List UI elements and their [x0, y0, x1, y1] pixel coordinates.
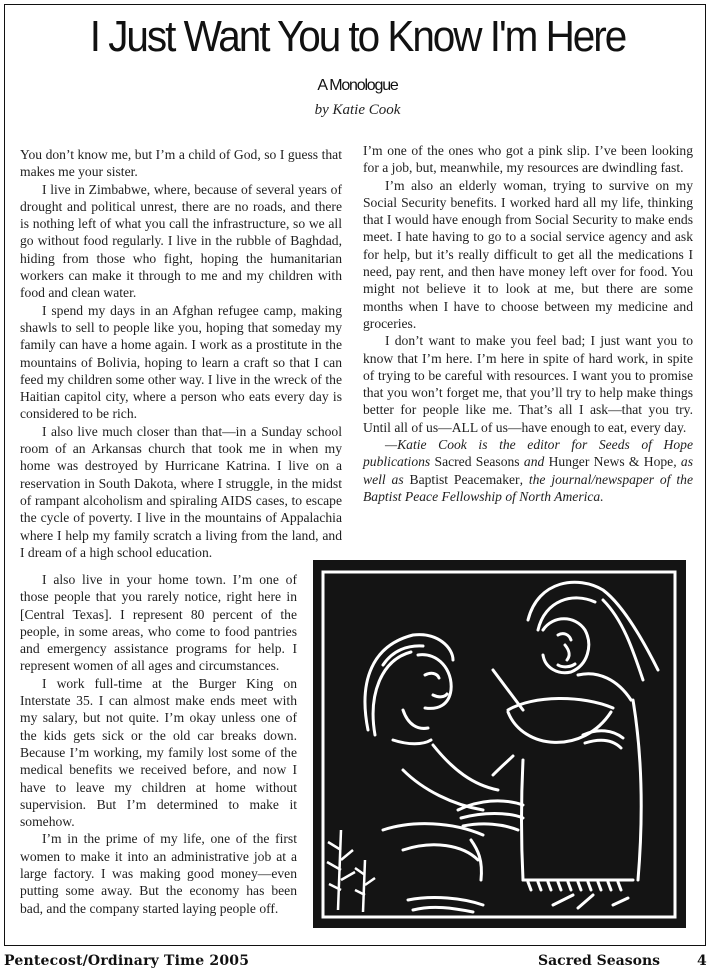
- paragraph: I also live in your home town. I’m one of those people that you rarely notice, right here in [Central Texas]. I represent 80 percent of the people, in some areas, who come to food pantries and emergency assistance programs for help. I represent women of all ages and circumstances.: [20, 572, 297, 674]
- left-column-narrow: [20, 571, 297, 917]
- paragraph: I’m in the prime of my life, one of the first women to make it into an administrative job at a large factory. I was making good money—even putting some away. But the economy has been bad, and the company started laying people off.: [20, 831, 297, 916]
- paragraph: I spend my days in an Afghan refugee camp, making shawls to sell to people like you, hoping that someday my family can have a home again. I work as a prostitute in the mountains of Bolivia, hoping to learn a craft so that I can feed my children some other way. I live in the wreck of the Haitian capitol city, where a person who eats every day is considered to be rich.: [20, 302, 342, 422]
- article-title: I Just Want You to Know I'm Here: [89, 12, 626, 61]
- footer-publication: Sacred Seasons: [538, 953, 661, 969]
- paragraph: I’m also an elderly woman, trying to survive on my Social Security benefits. I worked hard all my life, thinking that I would have enough from Social Security to make ends meet. I hate having to go to a social service agency and ask for help, but it’s really difficult to get all the medications I need, pay rent, and then have money left over for food. You might not believe it to look at me, but there are some months when I have to choose between my medicine and groceries.: [363, 177, 693, 331]
- bio-text: —Katie Cook is the editor for Seeds of Hope publications: [363, 437, 693, 470]
- article-byline: by Katie Cook: [314, 102, 401, 118]
- woodcut-illustration: [313, 560, 686, 928]
- paragraph: You don’t know me, but I’m a child of God, so I guess that makes me your sister.: [20, 147, 342, 180]
- paragraph: I’m one of the ones who got a pink slip. I’ve been looking for a job, but, meanwhile, my resources are dwindling fast.: [363, 143, 693, 176]
- author-bio: [363, 436, 693, 505]
- bio-text: , as well as: [363, 454, 693, 487]
- article-subtitle: A Monologue: [317, 77, 398, 94]
- publication-name: Baptist Peacemaker: [409, 471, 520, 487]
- bio-text: and: [519, 454, 549, 470]
- bio-text: , the journal/newspaper of the Baptist Peace Fellowship of North America.: [363, 471, 693, 504]
- paragraph: I also live much closer than that—in a Sunday school room of an Arkansas church that took me in when my home was destroyed by Hurricane Katrina. I live on a reservation in South Dakota, where I struggle, in the midst of rampant alcoholism and spiraling AIDS cases, to escape the cycle of poverty. I live in the mountains of Appalachia where I help my family scratch a living from the land, and I dream of a high school education.: [20, 423, 342, 560]
- paragraph: I live in Zimbabwe, where, because of several years of drought and political unrest, there are no roads, and there is nothing left of what you call the infrastructure, so we all go without food regularly. I live in the rubble of Baghdad, hiding from those who fight, hoping the humanitarian workers can make it through to me and my children with food and clean water.: [20, 181, 342, 301]
- left-column: [20, 146, 342, 561]
- footer-season: Pentecost/Ordinary Time 2005: [4, 953, 250, 969]
- publication-name: Sacred Seasons: [434, 454, 520, 470]
- paragraph: I work full-time at the Burger King on Interstate 35. I can almost make ends meet with my salary, but not quite. I’m okay unless one of the kids gets sick or the old car breaks down. Because I’m working, my family lost some of the medical benefits we received before, and now I have to leave my children at home without supervision. But I’m determined to make it somehow.: [20, 675, 297, 830]
- paragraph: I don’t want to make you feel bad; I just want you to know that I’m here. I’m here in spite of hard work, in spite of trying to be careful with resources. I want you to promise that you won’t forget me, that you’ll try to help make things better for people like me. That’s all I ask—that you try. Until all of us—ALL of us—have enough to eat, every day.: [363, 333, 693, 435]
- right-column: [363, 142, 693, 505]
- publication-name: Hunger News & Hope: [548, 454, 674, 470]
- woodcut-artwork: [313, 560, 686, 928]
- page-number: 4: [697, 953, 707, 969]
